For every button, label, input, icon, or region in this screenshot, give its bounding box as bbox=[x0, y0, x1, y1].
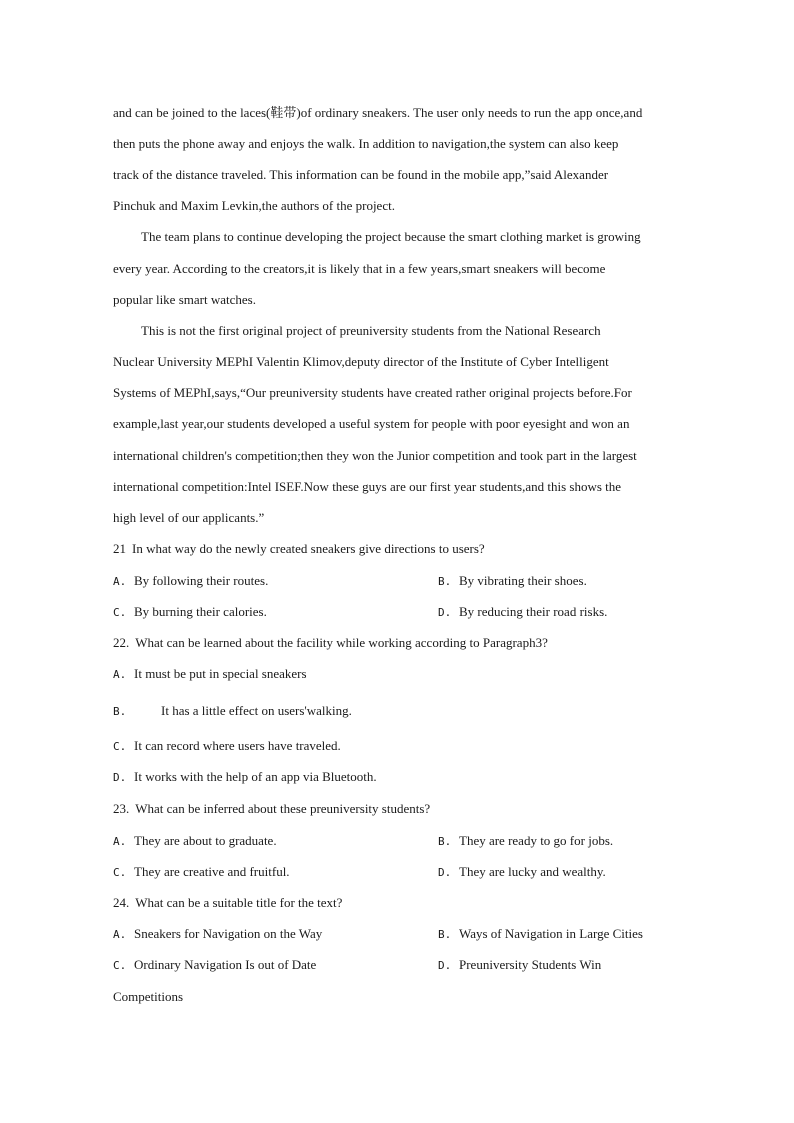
option-21-b[interactable] bbox=[438, 573, 587, 590]
option-text: Sneakers for Navigation on the Way bbox=[134, 926, 323, 941]
option-text: They are lucky and wealthy. bbox=[459, 864, 606, 879]
passage-line: This is not the first original project of preuniversity students from the National Research bbox=[141, 323, 601, 338]
option-21-d[interactable] bbox=[438, 604, 607, 621]
option-22-c[interactable] bbox=[113, 738, 341, 755]
passage-line: Pinchuk and Maxim Levkin,the authors of the project. bbox=[113, 198, 395, 213]
passage-line: international children's competition;then they won the Junior competition and took part in the largest bbox=[113, 448, 637, 463]
option-letter: D. bbox=[438, 866, 452, 879]
option-23-d[interactable] bbox=[438, 864, 606, 881]
question-21 bbox=[113, 541, 485, 557]
option-letter: B. bbox=[438, 575, 452, 588]
passage-line: every year. According to the creators,it is likely that in a few years,smart sneakers will become bbox=[113, 261, 606, 276]
option-letter: C. bbox=[113, 959, 127, 972]
option-text: Ways of Navigation in Large Cities bbox=[459, 926, 643, 941]
option-24-a[interactable] bbox=[113, 926, 322, 943]
option-21-c[interactable] bbox=[113, 604, 267, 621]
option-22-d[interactable] bbox=[113, 769, 377, 786]
question-number: 22. bbox=[113, 635, 130, 650]
passage-line: Nuclear University MEPhI Valentin Klimov,deputy director of the Institute of Cyber Intelligent bbox=[113, 354, 609, 369]
passage-line: example,last year,our students developed a useful system for people with poor eyesight and won an bbox=[113, 416, 630, 431]
option-text: By reducing their road risks. bbox=[459, 604, 608, 619]
question-22 bbox=[113, 635, 548, 651]
option-letter: D. bbox=[113, 771, 127, 784]
passage-line: popular like smart watches. bbox=[113, 292, 256, 307]
option-letter: A. bbox=[113, 835, 127, 848]
question-23 bbox=[113, 801, 430, 817]
option-letter: C. bbox=[113, 606, 127, 619]
question-text: What can be a suitable title for the text? bbox=[135, 895, 343, 910]
option-24-b[interactable] bbox=[438, 926, 643, 943]
option-letter: A. bbox=[113, 668, 127, 681]
question-number: 21 bbox=[113, 541, 126, 556]
option-letter: B. bbox=[438, 835, 452, 848]
option-letter: B. bbox=[113, 705, 127, 718]
question-text: What can be learned about the facility while working according to Paragraph3? bbox=[135, 635, 548, 650]
passage-line: and can be joined to the laces(鞋带)of ordinary sneakers. The user only needs to run the app once,and bbox=[113, 105, 643, 120]
question-number: 24. bbox=[113, 895, 130, 910]
option-letter: D. bbox=[438, 606, 452, 619]
option-text: They are ready to go for jobs. bbox=[459, 833, 614, 848]
option-letter: A. bbox=[113, 928, 127, 941]
question-number: 23. bbox=[113, 801, 130, 816]
option-text: By burning their calories. bbox=[134, 604, 267, 619]
option-22-b[interactable] bbox=[113, 703, 352, 720]
option-letter: D. bbox=[438, 959, 452, 972]
option-23-a[interactable] bbox=[113, 833, 277, 850]
passage-line: then puts the phone away and enjoys the walk. In addition to navigation,the system can also keep bbox=[113, 136, 619, 151]
option-23-b[interactable] bbox=[438, 833, 613, 850]
option-letter: B. bbox=[438, 928, 452, 941]
passage-line: Systems of MEPhI,says,“Our preuniversity students have created rather original projects before.For bbox=[113, 385, 632, 400]
passage-line: international competition:Intel ISEF.Now these guys are our first year students,and this shows the bbox=[113, 479, 622, 494]
option-text: They are creative and fruitful. bbox=[134, 864, 290, 879]
question-text: In what way do the newly created sneakers give directions to users? bbox=[132, 541, 485, 556]
option-23-c[interactable] bbox=[113, 864, 290, 881]
passage-line: high level of our applicants.” bbox=[113, 510, 265, 525]
option-text: Ordinary Navigation Is out of Date bbox=[134, 957, 317, 972]
passage-line: The team plans to continue developing the project because the smart clothing market is growing bbox=[141, 229, 641, 244]
option-24-c[interactable] bbox=[113, 957, 316, 974]
option-24-d[interactable] bbox=[438, 957, 601, 974]
option-22-a[interactable] bbox=[113, 666, 307, 683]
option-letter: C. bbox=[113, 740, 127, 753]
option-text: It has a little effect on users'walking. bbox=[161, 703, 352, 718]
option-text: It works with the help of an app via Bluetooth. bbox=[134, 769, 377, 784]
option-text: By vibrating their shoes. bbox=[459, 573, 587, 588]
passage-line: track of the distance traveled. This information can be found in the mobile app,”said Alexander bbox=[113, 167, 609, 182]
option-text: It can record where users have traveled. bbox=[134, 738, 341, 753]
option-letter: C. bbox=[113, 866, 127, 879]
option-text: Preuniversity Students Win bbox=[459, 957, 602, 972]
option-text: They are about to graduate. bbox=[134, 833, 277, 848]
option-text: By following their routes. bbox=[134, 573, 269, 588]
question-24 bbox=[113, 895, 342, 911]
option-text: It must be put in special sneakers bbox=[134, 666, 307, 681]
option-24-d-continuation: Competitions bbox=[113, 989, 184, 1004]
option-21-a[interactable] bbox=[113, 573, 268, 590]
option-letter: A. bbox=[113, 575, 127, 588]
question-text: What can be inferred about these preuniversity students? bbox=[135, 801, 431, 816]
